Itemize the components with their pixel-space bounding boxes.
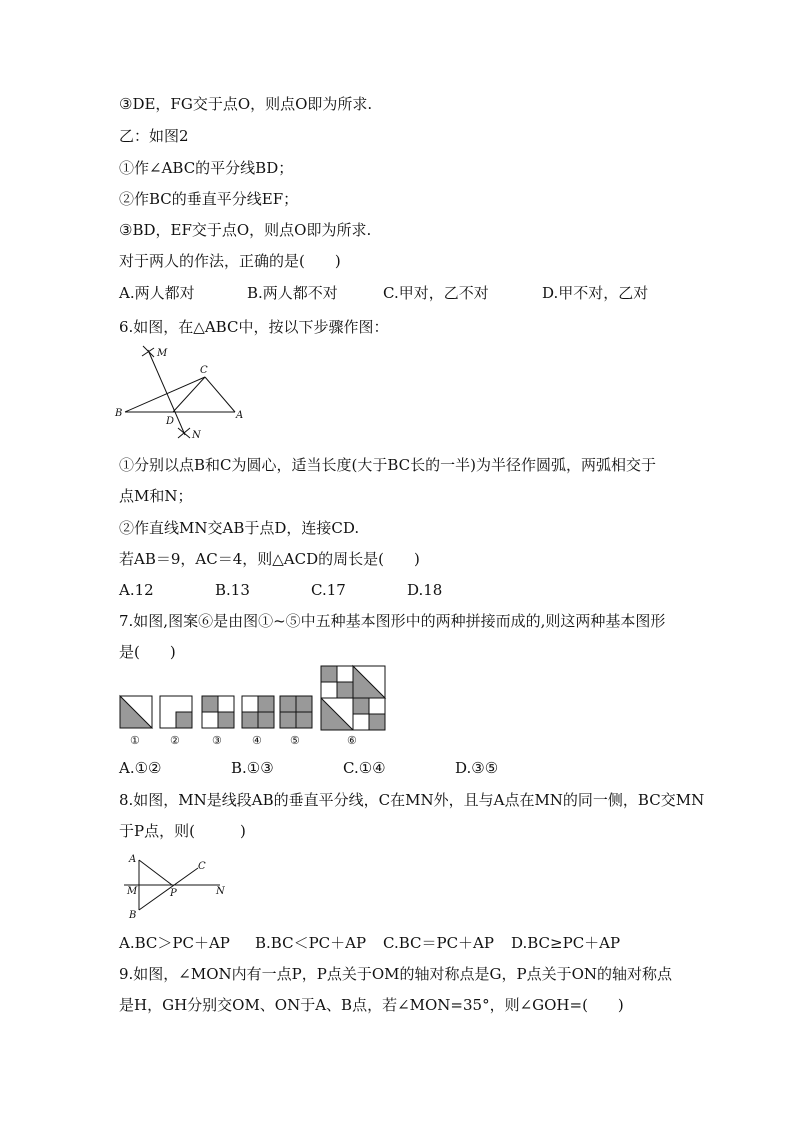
q5-option-b[interactable]: B.两人都不对 xyxy=(247,284,338,302)
fig6-label-a: A xyxy=(236,410,244,421)
pattern-2 xyxy=(160,696,192,728)
q5-option-c[interactable]: C.甲对，乙不对 xyxy=(383,284,489,302)
text-line-yi-step2: ②作BC的垂直平分线EF； xyxy=(119,190,299,208)
q6-step1-line2: 点M和N； xyxy=(119,487,193,505)
q8-option-b[interactable]: B.BC＜PC＋AP xyxy=(255,934,367,952)
q7-stem-line2: 是( ) xyxy=(119,643,176,661)
q7-stem-line1: 7.如图,图案⑥是由图①~⑤中五种基本图形中的两种拼接而成的,则这两种基本图形 xyxy=(119,612,666,630)
q9-stem-line1: 9.如图，∠MON内有一点P，P点关于OM的轴对称点是G，P点关于ON的轴对称点 xyxy=(119,965,673,983)
q6-step1-line1: ①分别以点B和C为圆心，适当长度(大于BC长的一半)为半径作圆弧，两弧相交于 xyxy=(119,456,656,474)
fig8-label-a: A xyxy=(129,854,137,865)
fig7-caption-4: ④ xyxy=(252,734,262,747)
q5-option-d[interactable]: D.甲不对，乙对 xyxy=(542,284,649,302)
text-line-q5-question: 对于两人的作法，正确的是( ) xyxy=(119,252,341,270)
q7-figure xyxy=(118,662,393,752)
q7-option-b[interactable]: B.①③ xyxy=(231,759,274,777)
q8-stem-line1: 8.如图，MN是线段AB的垂直平分线，C在MN外，且与A点在MN的同一侧，BC交MN xyxy=(119,791,705,809)
q7-option-d[interactable]: D.③⑤ xyxy=(455,759,499,777)
pattern-6 xyxy=(321,666,385,730)
q8-option-d[interactable]: D.BC≥PC＋AP xyxy=(511,934,621,952)
fig8-label-b: B xyxy=(129,910,137,921)
q6-figure xyxy=(110,342,260,442)
fig7-caption-6: ⑥ xyxy=(347,734,357,747)
fig8-label-n: N xyxy=(216,886,225,897)
q6-option-a[interactable]: A.12 xyxy=(119,581,154,599)
q7-option-a[interactable]: A.①② xyxy=(119,759,162,777)
pattern-5 xyxy=(280,696,312,728)
fig8-label-c: C xyxy=(198,861,206,872)
pattern-4 xyxy=(242,696,274,728)
fig8-label-p: P xyxy=(170,888,177,899)
fig6-label-c: C xyxy=(200,365,208,376)
fig6-label-m: M xyxy=(157,348,168,359)
q5-option-a[interactable]: A.两人都对 xyxy=(119,284,195,302)
q7-option-c[interactable]: C.①④ xyxy=(343,759,386,777)
q8-stem-line2: 于P点，则( ) xyxy=(119,822,246,840)
fig6-label-n: N xyxy=(192,430,201,441)
q6-condition: 若AB＝9，AC＝4，则△ACD的周长是( ) xyxy=(119,550,420,568)
q8-option-c[interactable]: C.BC＝PC＋AP xyxy=(383,934,494,952)
pattern-3 xyxy=(202,696,234,728)
pattern-1 xyxy=(120,696,152,728)
text-line-yi-step1: ①作∠ABC的平分线BD； xyxy=(119,159,294,177)
fig6-label-d: D xyxy=(166,416,175,427)
q9-stem-line2: 是H，GH分别交OM、ON于A、B点，若∠MON=35°，则∠GOH=( ) xyxy=(119,996,624,1014)
q6-step2: ②作直线MN交AB于点D，连接CD. xyxy=(119,519,360,537)
fig7-caption-1: ① xyxy=(130,734,140,747)
fig7-caption-5: ⑤ xyxy=(290,734,300,747)
fig7-caption-3: ③ xyxy=(212,734,222,747)
q6-option-b[interactable]: B.13 xyxy=(215,581,250,599)
fig6-label-b: B xyxy=(115,408,123,419)
text-line-yi-heading: 乙：如图2 xyxy=(119,127,189,145)
fig8-label-m: M xyxy=(127,886,138,897)
text-line-yi-step3: ③BD，EF交于点O，则点O即为所求. xyxy=(119,221,372,239)
q6-option-c[interactable]: C.17 xyxy=(311,581,346,599)
text-line-step3-jia: ③DE，FG交于点O，则点O即为所求. xyxy=(119,95,373,113)
q8-option-a[interactable]: A.BC＞PC＋AP xyxy=(119,934,230,952)
q6-option-d[interactable]: D.18 xyxy=(407,581,443,599)
q8-figure xyxy=(120,848,240,920)
fig7-caption-2: ② xyxy=(170,734,180,747)
q6-stem: 6.如图，在△ABC中，按以下步骤作图： xyxy=(119,318,389,336)
